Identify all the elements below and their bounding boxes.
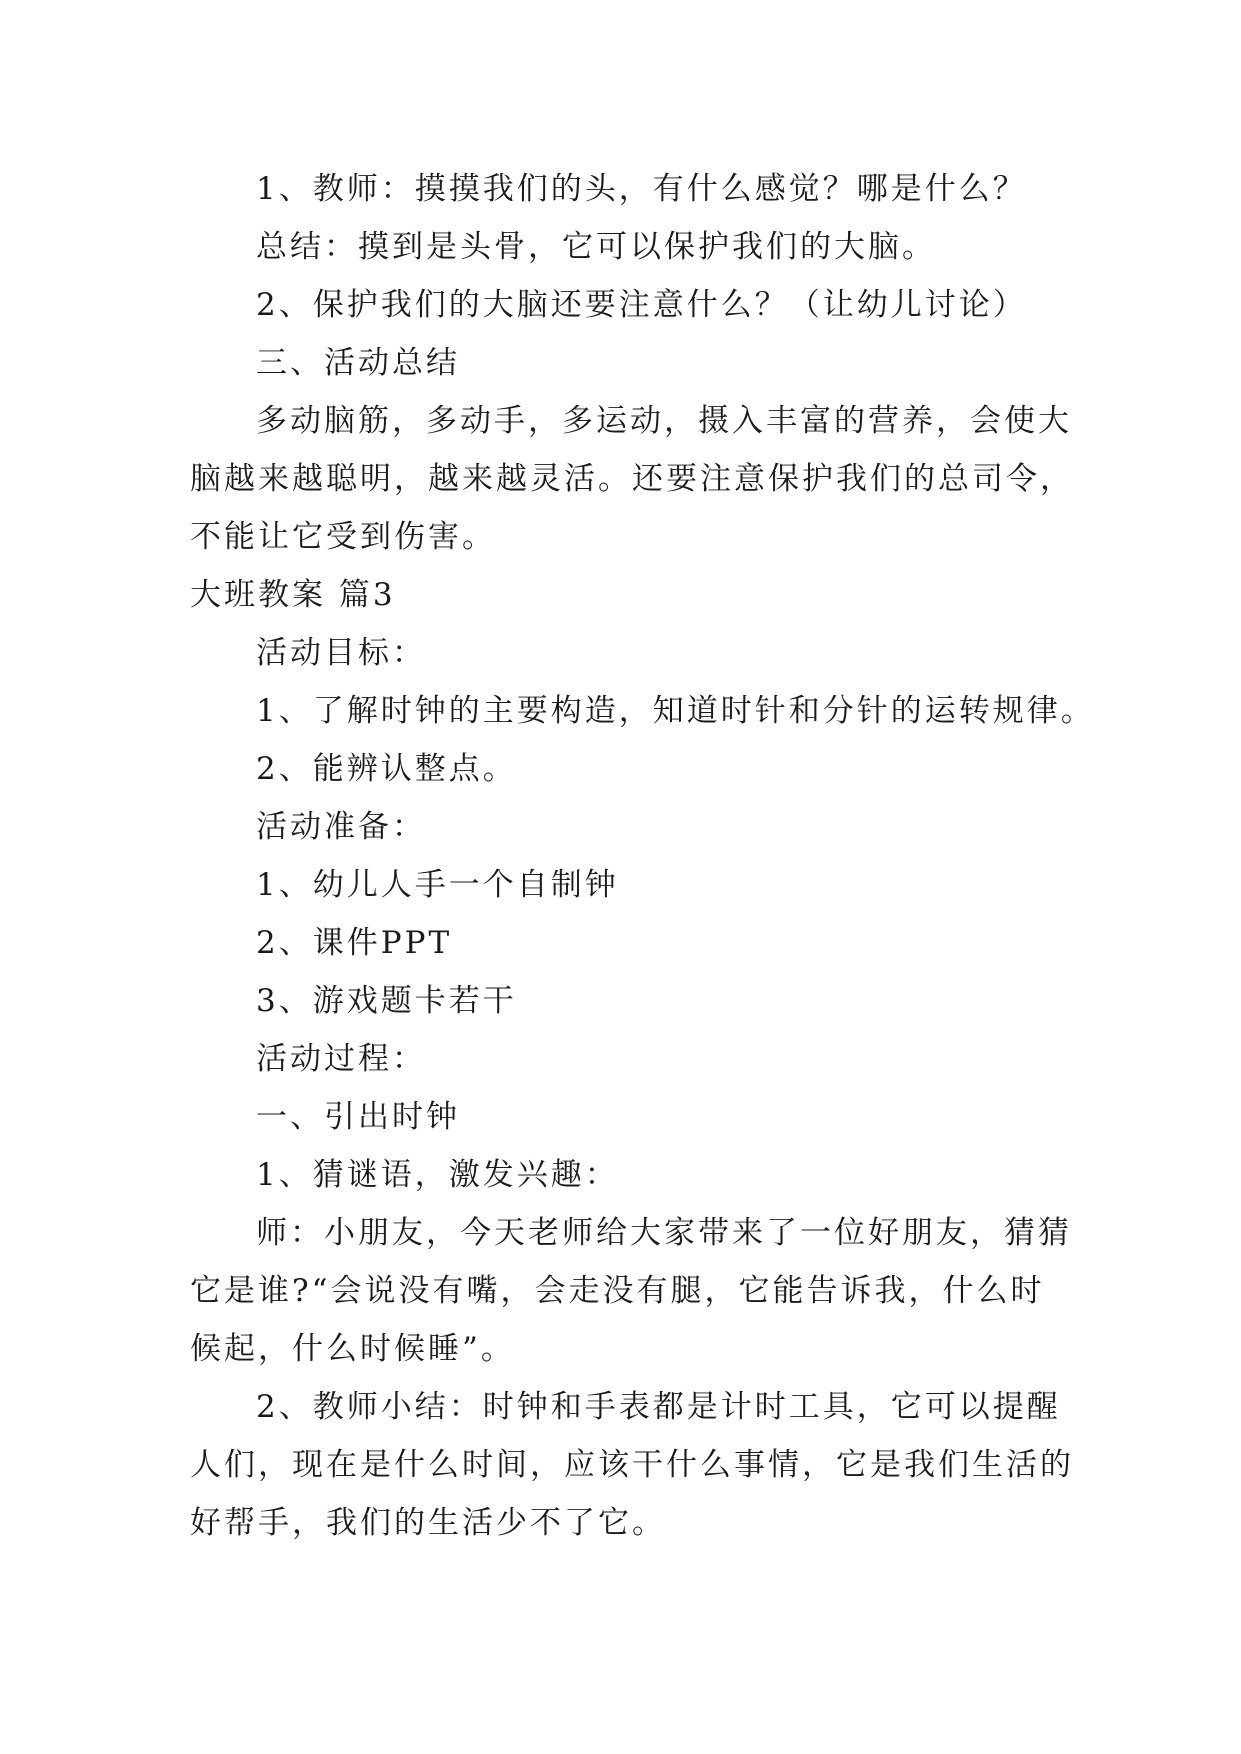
text-line: 3、游戏题卡若干 — [256, 983, 517, 1019]
section-heading: 一、引出时钟 — [256, 1099, 460, 1135]
text-line: 2、教师小结：时钟和手表都是计时工具，它可以提醒 — [256, 1389, 1061, 1425]
text-line: 它是谁?“会说没有嘴，会走没有腿，它能告诉我，什么时 — [190, 1273, 1045, 1309]
text-line: 师：小朋友，今天老师给大家带来了一位好朋友，猜猜 — [256, 1215, 1072, 1251]
text-line: 候起，什么时候睡”。 — [190, 1331, 515, 1367]
section-heading: 三、活动总结 — [256, 345, 460, 381]
chapter-title: 大班教案 篇3 — [190, 577, 396, 613]
text-line: 不能让它受到伤害。 — [190, 519, 496, 555]
text-line: 好帮手，我们的生活少不了它。 — [190, 1505, 666, 1541]
text-line: 脑越来越聪明，越来越灵活。还要注意保护我们的总司令， — [190, 461, 1074, 497]
section-heading: 活动过程： — [256, 1041, 426, 1077]
text-line: 2、能辨认整点。 — [256, 751, 517, 787]
text-line: 总结：摸到是头骨，它可以保护我们的大脑。 — [256, 229, 936, 265]
text-line: 人们，现在是什么时间，应该干什么事情，它是我们生活的 — [190, 1447, 1074, 1483]
text-line: 1、教师：摸摸我们的头，有什么感觉？哪是什么？ — [256, 171, 1027, 207]
text-line: 2、保护我们的大脑还要注意什么？（让幼儿讨论） — [256, 287, 1027, 323]
text-line: 多动脑筋，多动手，多运动，摄入丰富的营养，会使大 — [256, 403, 1072, 439]
text-line: 1、了解时钟的主要构造，知道时针和分针的运转规律。 — [256, 693, 1095, 729]
text-line: 2、课件PPT — [256, 925, 453, 961]
text-line: 1、猜谜语，激发兴趣： — [256, 1157, 619, 1193]
section-heading: 活动准备： — [256, 809, 426, 845]
section-heading: 活动目标： — [256, 635, 426, 671]
text-line: 1、幼儿人手一个自制钟 — [256, 867, 619, 903]
document-body — [190, 160, 1095, 1552]
